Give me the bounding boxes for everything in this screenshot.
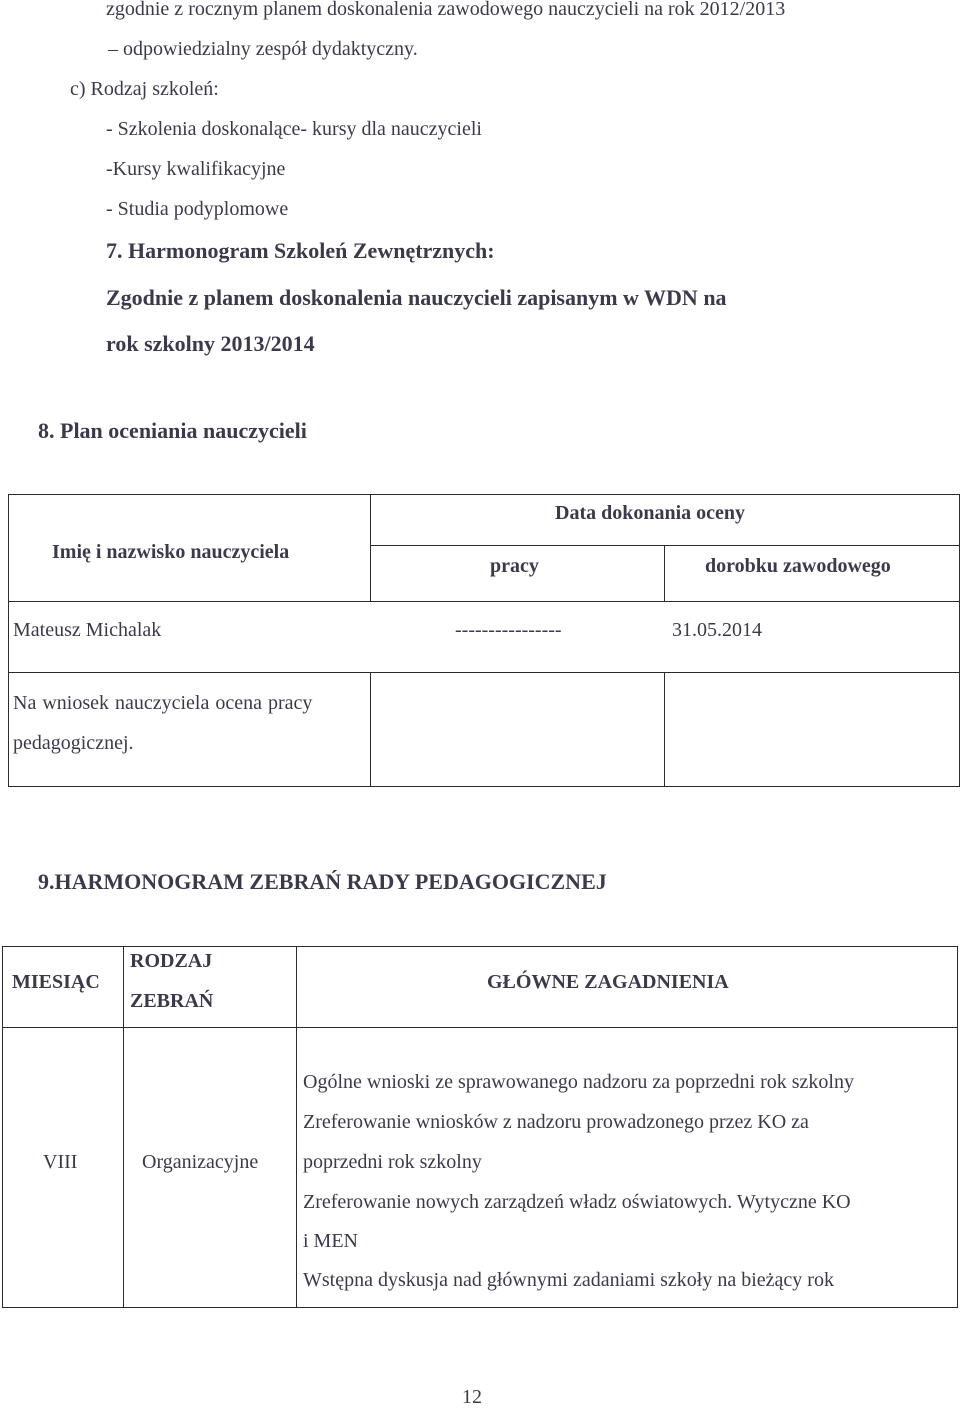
table-cell-work: ---------------- — [455, 619, 562, 641]
table-note-line-1: Na wniosek nauczyciela ocena pracy — [13, 692, 313, 714]
section-7-line-3: rok szkolny 2013/2014 — [106, 331, 315, 356]
table-note-line-2: pedagogicznej. — [13, 732, 134, 754]
table-cell-month: VIII — [43, 1151, 78, 1173]
col-header-month: MIESIĄC — [12, 971, 100, 993]
col-header-topics: GŁÓWNE ZAGADNIENIA — [487, 971, 729, 993]
topic-line: poprzedni rok szkolny — [303, 1151, 482, 1173]
intro-line-2: – odpowiedzialny zespół dydaktyczny. — [108, 38, 418, 60]
section-8-heading: 8. Plan oceniania nauczycieli — [38, 418, 307, 443]
table-cell-achievement: 31.05.2014 — [672, 619, 762, 641]
col-header-type-line-2: ZEBRAŃ — [130, 990, 214, 1012]
list-item: -Kursy kwalifikacyjne — [106, 158, 286, 180]
intro-line-1: zgodnie z rocznym planem doskonalenia zawodowego nauczycieli na rok 2012/2013 — [106, 0, 786, 20]
col-header-type-line-1: RODZAJ — [130, 950, 213, 972]
topic-line: Ogólne wnioski ze sprawowanego nadzoru za poprzedni rok szkolny — [303, 1071, 854, 1093]
topic-line: Zreferowanie nowych zarządzeń władz oświatowych. Wytyczne KO — [303, 1191, 851, 1213]
page-number: 12 — [462, 1386, 482, 1408]
list-heading-c: c) Rodzaj szkoleń: — [70, 78, 219, 100]
col-header-name: Imię i nazwisko nauczyciela — [52, 541, 290, 563]
table-cell-type: Organizacyjne — [142, 1151, 259, 1173]
topic-line: i MEN — [303, 1230, 358, 1252]
list-item: - Szkolenia doskonalące- kursy dla nauczycieli — [106, 118, 482, 140]
section-7-line-2: Zgodnie z planem doskonalenia nauczycieli zapisanym w WDN na — [106, 285, 727, 310]
topic-line: Zreferowanie wniosków z nadzoru prowadzonego przez KO za — [303, 1111, 809, 1133]
section-9-heading: 9.HARMONOGRAM ZEBRAŃ RADY PEDAGOGICZNEJ — [38, 869, 607, 894]
section-7-heading: 7. Harmonogram Szkoleń Zewnętrznych: — [106, 238, 495, 263]
topic-line: Wstępna dyskusja nad głównymi zadaniami szkoły na bieżący rok — [303, 1269, 834, 1291]
col-header-work: pracy — [490, 555, 539, 577]
table-cell-name: Mateusz Michalak — [13, 619, 162, 641]
col-header-achievement: dorobku zawodowego — [705, 555, 891, 577]
col-header-date-group: Data dokonania oceny — [555, 502, 746, 524]
list-item: - Studia podyplomowe — [106, 198, 289, 220]
